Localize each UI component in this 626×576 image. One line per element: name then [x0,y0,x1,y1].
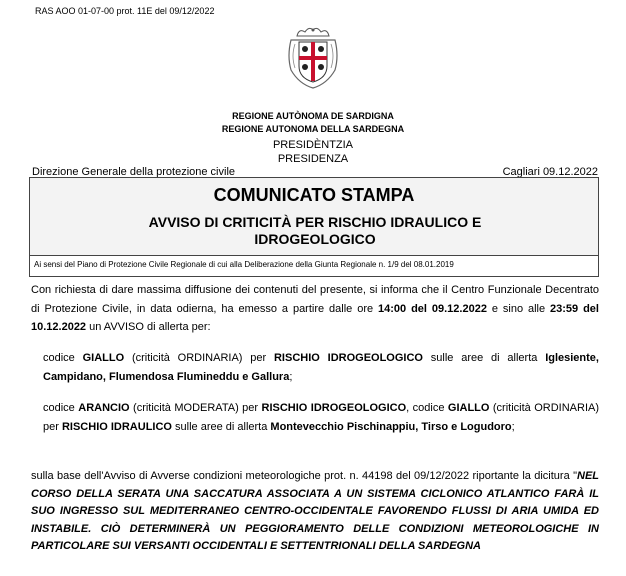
office-name-sardinian: PRESIDÈNTZIA [272,139,354,151]
alert-item-arancio: codice ARANCIO (criticità MODERATA) per RISCHIO IDROGEOLOGICO, codice GIALLO (criticità ORDINARIA) per RISCHIO IDRAULICO sulle aree di allerta Montevecchio Pischinappiu, Tirso e Logudoro; [43,402,600,433]
direction-name: Direzione Generale della protezione civile [32,166,236,178]
alert-item-giallo: codice GIALLO (criticità ORDINARIA) per RISCHIO IDROGEOLOGICO sulle aree di allerta Iglesiente, Campidano, Flumendosa Flumineddu e Gallura; [43,352,599,383]
intro-paragraph: Con richiesta di dare massima diffusione dei contenuti del presente, si informa che il Centro Funzionale Decentrato di Protezione Civile, in data odierna, ha emesso a partire dalle ore 14:00 del 09.12.2022 e sino alle 23:59 del 10.12.2022 un AVVISO di allerta per: [31,284,599,333]
title-panel [30,178,598,256]
place-date: Cagliari 09.12.2022 [502,166,598,178]
sardinia-coat-of-arms-icon [285,26,341,90]
document-title: COMUNICATO STAMPA [213,185,415,205]
protocol-number: RAS AOO 01-07-00 prot. 11E del 09/12/2022 [35,6,215,16]
region-name-sardinian: REGIONE AUTÒNOMA DE SARDIGNA [232,111,394,121]
region-name-italian: REGIONE AUTONOMA DELLA SARDEGNA [221,124,405,134]
weather-bulletin-paragraph: sulla base dell'Avviso di Avverse condizioni meteorologiche prot. n. 44198 del 09/12/2022 riportante la dicitura "NEL CORSO DELLA SERATA UNA SACCATURA ASSOCIATA A UN SISTEMA CICLONICO ATLANTICO FARÀ IL SUO INGRESSO SUL MEDITERRANEO CENTRO-OCCIDENTALE FAVORENDO FLUSSI DI ARIA UMIDA ED INSTABILE. CIÒ DETERMINERÀ UN PEGGIORAMENTO DELLE CONDIZIONI METEOROLOGICHE IN PARTICOLARE SUI VERSANTI OCCIDENTALI E SETTENTRIONALI DELLA SARDEGNA [31,470,599,552]
document-subtitle: AVVISO DI CRITICITÀ PER RISCHIO IDRAULICO E IDROGEOLOGICO [148,214,482,247]
press-release-header-box [29,177,599,277]
decree-note: Ai sensi del Piano di Protezione Civile Regionale di cui alla Deliberazione della Giunta Regionale n. 1/9 del 08.01.2019 [34,260,454,269]
office-name-italian: PRESIDENZA [277,153,349,165]
